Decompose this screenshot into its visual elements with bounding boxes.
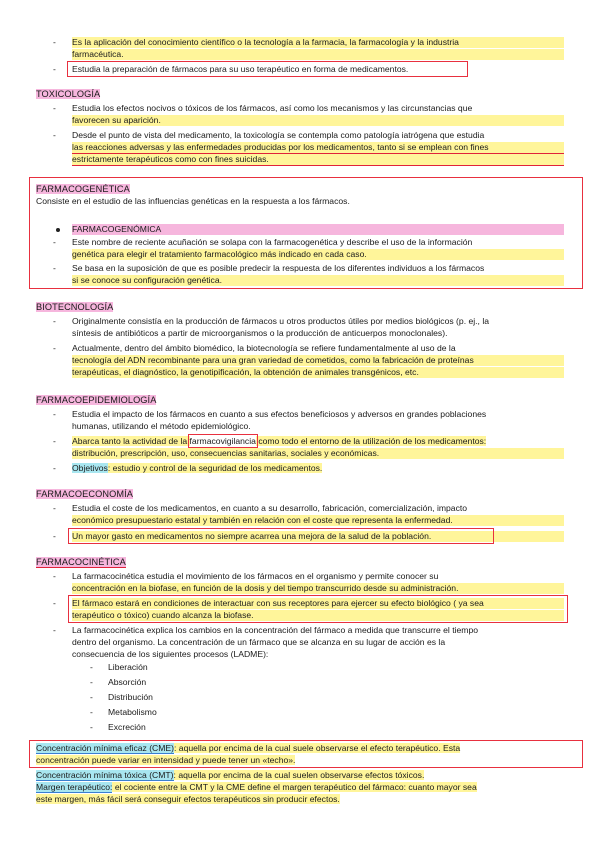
- farmacoepi-b1-line2: humanas, utilizando el método epidemiológico.: [72, 421, 251, 431]
- dash: -: [53, 237, 56, 247]
- farmacoepi-b3-line: [72, 463, 564, 474]
- toxicologia-b2-line2: las reacciones adversas y las enfermedades producidas por los medicamentos, tanto si se emplean con fines: [72, 142, 564, 154]
- cme-desc-1: : aquella por encima de la cual suele observarse el efecto terapéutico. Esta: [174, 743, 461, 753]
- dash: -: [53, 463, 56, 473]
- objetivos-desc: : estudio y control de la seguridad de los medicamentos.: [107, 463, 323, 473]
- biotecnologia-b1-line1: Originalmente consistía en la producción de fármacos u otros productos útiles por medios biológicos (p. ej., la: [72, 316, 490, 326]
- farmacoepi-b2-pre: Abarca tanto la actividad de la: [72, 436, 190, 446]
- farmacoeco-b2: Un mayor gasto en medicamentos no siempre acarrea una mejora de la salud de la población.: [72, 531, 564, 542]
- farmacogenomica-bullet-1-cont: [36, 249, 564, 260]
- biotecnologia-b2-line2: tecnología del ADN recombinante para una gran variedad de cometidos, como la fabricación de proteínas: [72, 355, 564, 366]
- dash: -: [53, 130, 56, 140]
- farmacocin-b1-line1: La farmacocinética estudia el movimiento de los fármacos en el organismo y permite conocer su: [72, 571, 439, 581]
- mt-desc-2: este margen, más fácil será conseguir efectos terapéuticos sin producir efectos.: [36, 794, 340, 804]
- farmacogenomica-b2-line2: si se conoce su configuración genética.: [72, 275, 564, 286]
- farmacogenomica-b2-line1: Se basa en la suposición de que es posible predecir la respuesta de los diferentes individuos a los fármacos: [72, 263, 485, 273]
- dash: -: [53, 503, 56, 513]
- dash: -: [90, 722, 93, 732]
- farmacocin-b3-line2: dentro del organismo. La concentración de un fármaco que se alcanza en su lugar de acción es la: [72, 637, 446, 647]
- farmacogenomica-b1-line2: genética para elegir el tratamiento farmacológico más indicado en cada caso.: [72, 249, 564, 260]
- farmacocin-b1-line2: concentración en la biofase, en función de la dosis y del tiempo transcurrido desde su administración.: [72, 583, 564, 594]
- farmacogenetica-desc-line: [36, 196, 564, 207]
- cmt-term: Concentración mínima tóxica (CMT): [36, 770, 174, 780]
- biotecnologia-bullet-2: [36, 343, 564, 354]
- dash: -: [90, 677, 93, 687]
- ladme-distribucion: Distribución: [108, 692, 153, 702]
- farmacocin-bullet-1: [36, 571, 564, 582]
- heading-farmacocinetica: FARMACOCINÉTICA: [36, 557, 126, 567]
- farmacoepi-b2-line1: [72, 436, 564, 447]
- dash: -: [53, 37, 56, 47]
- farmacocin-b3-line3: consecuencia de los siguientes procesos (LADME):: [72, 649, 269, 659]
- dash: -: [53, 409, 56, 419]
- highlight-box-preparacion: [67, 61, 468, 77]
- farmacogenomica-b1-line1: Este nombre de reciente acuñación se solapa con la farmacogenética y describe el uso de la información: [72, 237, 473, 247]
- toxicologia-bullet-2-cont: [36, 142, 564, 153]
- bullet-dot: [56, 228, 60, 232]
- highlight-box-gasto: [68, 528, 494, 544]
- farmacoeco-bullet-1: [36, 503, 564, 514]
- heading-toxicologia: TOXICOLOGÍA: [36, 89, 101, 99]
- farmacoepi-b2-post: como todo el entorno de la utilización de los medicamentos:: [255, 436, 487, 446]
- farmacoepi-bullet-3: [36, 463, 564, 474]
- farmacoepi-b2-line2: distribución, prescripción, uso, consecuencias sanitarias, sociales y económicas.: [72, 448, 564, 459]
- farmacoepi-bullet-1-cont: [36, 421, 564, 432]
- dash: -: [53, 316, 56, 326]
- toxicologia-b1-line2: favorecen su aparición.: [72, 115, 564, 126]
- biotecnologia-bullet-1-cont: [36, 328, 564, 339]
- ladme-item-3: [0, 692, 600, 703]
- heading-farmacogenetica: FARMACOGENÉTICA: [36, 184, 130, 194]
- heading-farmacoeconomia: FARMACOECONOMÍA: [36, 489, 133, 499]
- ladme-absorcion: Absorción: [108, 677, 147, 687]
- farmacocin-bullet-3-cont: [36, 637, 564, 648]
- mt-desc-1: el cociente entre la CMT y la CME define el margen terapéutico del fármaco: cuanto mayor sea: [112, 782, 477, 792]
- def-cme-line1: [36, 743, 564, 754]
- farmacocin-bullet-3-cont2: [36, 649, 564, 660]
- biotecnologia-b2-line3: terapéuticas, el diagnóstico, la genotipificación, la obtención de animales transgénicos, etc.: [72, 367, 564, 378]
- dash: -: [53, 531, 56, 541]
- farmacocin-b2-line2: terapéutico o tóxico) cuando alcanza la biofase.: [72, 610, 564, 621]
- biotecnologia-b1-line2: síntesis de antibióticos a partir de microorganismos o la producción de anticuerpos monoclonales).: [72, 328, 448, 338]
- heading-biotecnologia: BIOTECNOLOGÍA: [36, 302, 114, 312]
- biotecnologia-b2-line1: Actualmente, dentro del ámbito biomédico, la biotecnología se refiere fundamentalmente al uso de la: [72, 343, 456, 353]
- cme-term: Concentración mínima eficaz (CME): [36, 743, 175, 753]
- toxicologia-bullet-1-cont: [36, 115, 564, 126]
- farmacogenomica-item: [36, 224, 564, 235]
- toxicologia-bullet-2-cont2: [36, 154, 564, 165]
- heading-farmacoepidemiologia: FARMACOEPIDEMIOLOGÍA: [36, 395, 157, 405]
- farmacovigilancia-boxed: farmacovigilancia: [189, 436, 256, 446]
- biotecnologia-bullet-2-cont2: [36, 367, 564, 378]
- dash: -: [90, 692, 93, 702]
- farmacocin-b3-line1: La farmacocinética explica los cambios en la concentración del fármaco a medida que transcurre el tiempo: [72, 625, 479, 635]
- heading-farmacogenomica: FARMACOGENÓMICA: [72, 224, 564, 235]
- dash: -: [53, 436, 56, 446]
- toxicologia-b1-line1: Estudia los efectos nocivos o tóxicos de los fármacos, así como los mecanismos y las circunstancias que: [72, 103, 473, 113]
- dash: -: [53, 64, 56, 74]
- dash: -: [53, 263, 56, 273]
- def-cme-line2: [36, 755, 564, 766]
- intro-b1-line1: Es la aplicación del conocimiento científico o la tecnología a la farmacia, la farmacología y la industria: [72, 37, 564, 48]
- farmacogenomica-bullet-2-cont: [36, 275, 564, 286]
- farmacoeco-b1-line2: económico presupuestario estatal y también en relación con el coste que representa la enfermedad.: [72, 515, 564, 526]
- biotecnologia-bullet-1: [36, 316, 564, 327]
- farmacoepi-bullet-2-cont: [36, 448, 564, 459]
- farmacoepi-bullet-2: [36, 436, 564, 447]
- dash: -: [53, 103, 56, 113]
- farmacogenomica-bullet-1: [36, 237, 564, 248]
- intro-bullet-1: [36, 37, 564, 48]
- mt-term: Margen terapéutico:: [36, 782, 113, 792]
- def-mt-line1: [36, 782, 564, 793]
- biotecnologia-bullet-2-cont: [36, 355, 564, 366]
- ladme-excrecion: Excreción: [108, 722, 146, 732]
- farmacoepi-b1-line1: Estudia el impacto de los fármacos en cuanto a sus efectos beneficiosos y adversos en grandes poblaciones: [72, 409, 487, 419]
- ladme-liberacion: Liberación: [108, 662, 148, 672]
- dash: -: [90, 707, 93, 717]
- ladme-item-1: [0, 662, 600, 673]
- farmacogenetica-desc: Consiste en el estudio de las influencias genéticas en la respuesta a los fármacos.: [36, 196, 350, 206]
- intro-b1-line2: farmacéutica.: [72, 49, 564, 60]
- highlight-box-biofase: [68, 595, 568, 623]
- dash: -: [53, 625, 56, 635]
- dash: -: [53, 571, 56, 581]
- toxicologia-bullet-2: [36, 130, 564, 141]
- intro-bullet-1-cont: [36, 49, 564, 60]
- farmacogenomica-bullet-2: [36, 263, 564, 274]
- toxicologia-b2-line1: Desde el punto de vista del medicamento, la toxicología se contempla como patología iatrógena que estudia: [72, 130, 485, 140]
- cmt-desc: : aquella por encima de la cual suelen observarse efectos tóxicos.: [173, 770, 425, 780]
- farmacoepi-bullet-1: [36, 409, 564, 420]
- ladme-item-4: [0, 707, 600, 718]
- farmacocin-b2-line1: El fármaco estará en condiciones de interactuar con sus receptores para ejercer su efecto biológico ( ya sea: [72, 598, 564, 609]
- def-cmt-line: [36, 770, 564, 781]
- dash: -: [53, 598, 56, 608]
- cme-desc-2: concentración puede variar en intensidad y puede tener un «techo».: [36, 755, 296, 765]
- objetivos-term: Objetivos: [72, 463, 108, 473]
- ladme-item-5: [0, 722, 600, 733]
- dash: -: [53, 343, 56, 353]
- toxicologia-b2-line3: estrictamente terapéuticos como con fines suicidas.: [72, 154, 564, 166]
- dash: -: [90, 662, 93, 672]
- farmacocin-bullet-1-cont: [36, 583, 564, 594]
- farmacocin-bullet-3: [36, 625, 564, 636]
- toxicologia-bullet-1: [36, 103, 564, 114]
- farmacoeco-b1-line1: Estudia el coste de los medicamentos, en cuanto a su desarrollo, fabricación, comercialización, impacto: [72, 503, 468, 513]
- ladme-item-2: [0, 677, 600, 688]
- intro-b2: Estudia la preparación de fármacos para su uso terapéutico en forma de medicamentos.: [72, 64, 409, 74]
- def-mt-line2: [36, 794, 564, 805]
- farmacoeco-bullet-1-cont: [36, 515, 564, 526]
- ladme-metabolismo: Metabolismo: [108, 707, 157, 717]
